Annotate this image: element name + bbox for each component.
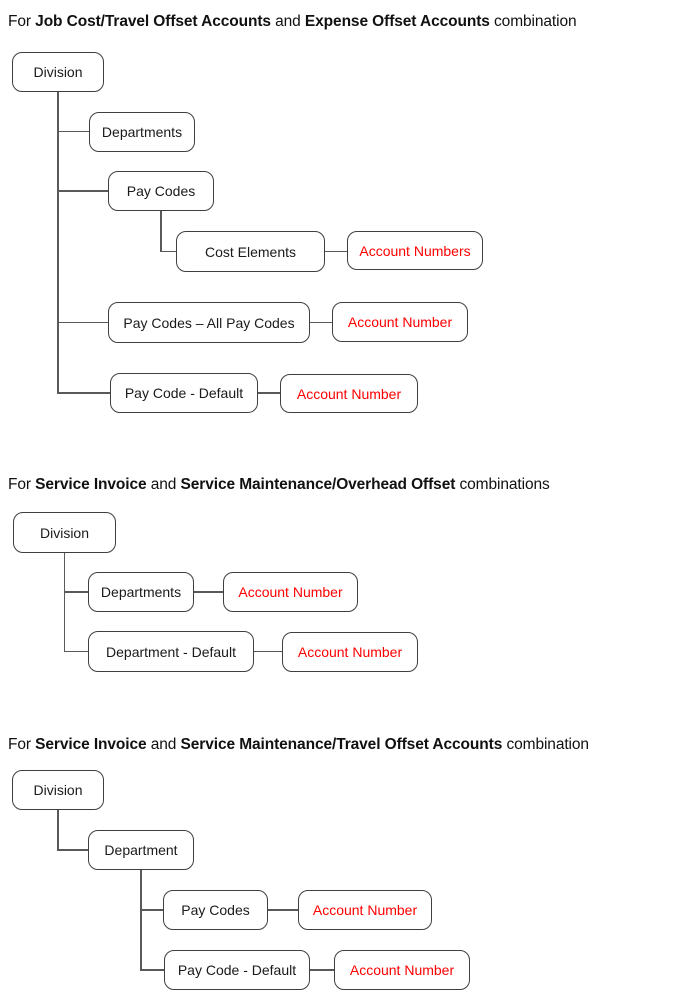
node-account-number: Account Number [280, 374, 418, 413]
connector-cost-elements-account-line [325, 251, 347, 253]
node-account-numbers: Account Numbers [347, 231, 483, 270]
connector-pay-codes-elbow-line [160, 211, 162, 252]
connector-pay-codes-account-line [268, 909, 298, 911]
connector-branch-cost-elements-line [160, 251, 176, 253]
heading-suffix: combination [489, 13, 577, 30]
connector-branch-department-default-line [64, 651, 88, 653]
heading-suffix: combinations [455, 476, 550, 493]
node-departments: Departments [88, 572, 194, 612]
connector-division-elbow-line [57, 810, 59, 851]
node-division: Division [12, 770, 104, 810]
heading-prefix: For [8, 476, 36, 493]
node-cost-elements: Cost Elements [176, 231, 325, 272]
node-pay-code-default: Pay Code - Default [110, 373, 258, 413]
section-2-heading [8, 474, 550, 496]
node-department: Department [88, 830, 194, 870]
connector-pay-code-default-account-line [258, 392, 280, 394]
node-pay-codes: Pay Codes [108, 171, 214, 211]
node-pay-codes-all-pay-codes: Pay Codes – All Pay Codes [108, 302, 310, 343]
heading-mid: and [146, 736, 181, 753]
connector-pay-code-default-account-line [310, 969, 334, 971]
heading-bold-2: Service Maintenance/Overhead Offset [180, 476, 456, 493]
connector-department-default-account-line [254, 651, 282, 653]
connector-branch-pay-code-default-line [140, 969, 164, 971]
node-division: Division [12, 52, 104, 92]
connector-division-trunk-line [57, 92, 59, 394]
connector-branch-pay-code-default-line [57, 392, 110, 394]
connector-branch-departments-line [57, 131, 89, 133]
heading-bold-2: Service Maintenance/Travel Offset Accounts [180, 736, 503, 753]
node-pay-code-default: Pay Code - Default [164, 950, 310, 990]
connector-pay-codes-all-account-line [310, 322, 332, 324]
connector-branch-pay-codes-all-line [57, 322, 108, 324]
connector-branch-pay-codes-line [140, 909, 163, 911]
heading-mid: and [270, 13, 305, 30]
heading-mid: and [146, 476, 181, 493]
node-account-number: Account Number [332, 302, 468, 342]
connector-division-department-line [57, 849, 88, 851]
node-account-number: Account Number [298, 890, 432, 930]
connector-department-trunk-line [140, 870, 142, 971]
heading-bold-1: Service Invoice [35, 736, 147, 753]
heading-prefix: For [8, 736, 36, 753]
heading-prefix: For [8, 13, 36, 30]
heading-suffix: combination [502, 736, 589, 753]
heading-bold-1: Job Cost/Travel Offset Accounts [35, 13, 271, 30]
section-1-heading [8, 11, 577, 33]
node-account-number: Account Number [282, 632, 418, 672]
connector-division-trunk-line [64, 553, 66, 652]
node-departments: Departments [89, 112, 195, 152]
node-pay-codes: Pay Codes [163, 890, 268, 930]
connector-branch-departments-line [64, 591, 88, 593]
node-department-default: Department - Default [88, 631, 254, 672]
section-3-heading [8, 734, 589, 756]
connector-departments-account-line [194, 591, 223, 593]
node-account-number: Account Number [223, 572, 358, 612]
node-account-number: Account Number [334, 950, 470, 990]
node-division: Division [13, 512, 116, 553]
connector-branch-pay-codes-line [57, 190, 108, 192]
heading-bold-1: Service Invoice [35, 476, 147, 493]
heading-bold-2: Expense Offset Accounts [304, 13, 490, 30]
